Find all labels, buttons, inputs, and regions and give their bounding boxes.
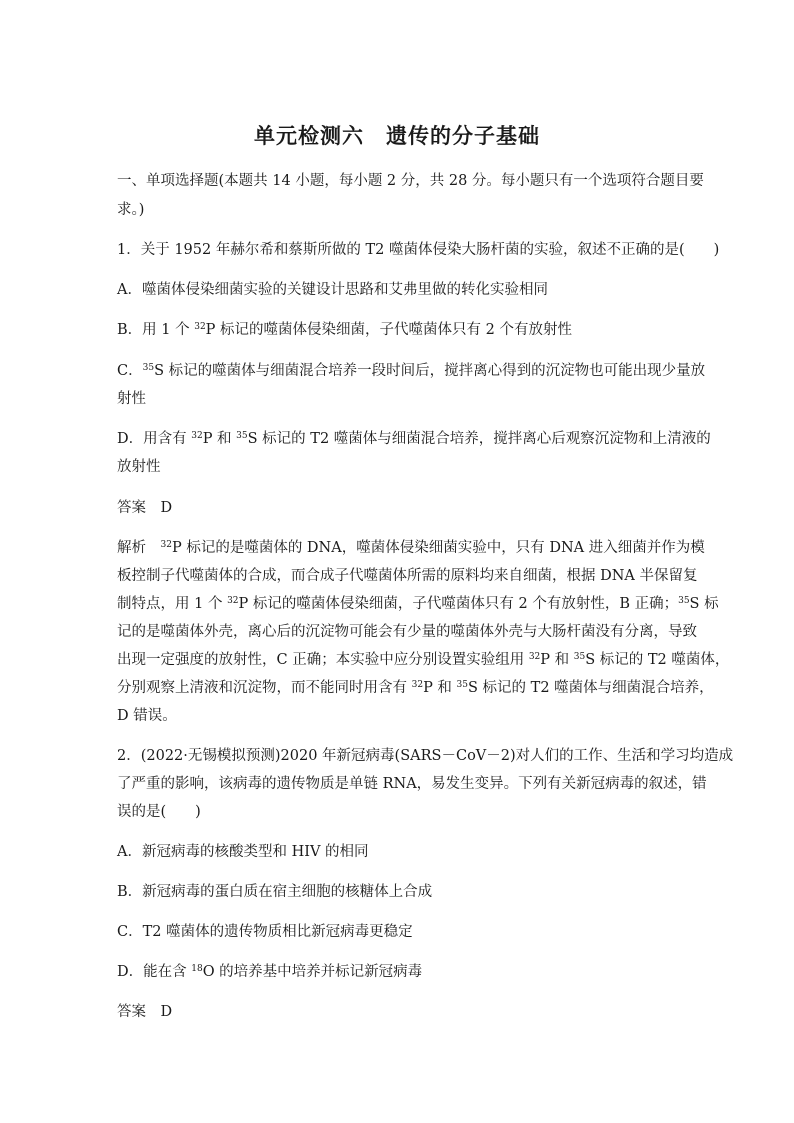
q1-option-c-cont: 射性 (117, 391, 146, 407)
q1-analysis-line2: 板控制子代噬菌体的合成，而合成子代噬菌体所需的原料均来自细菌，根据 DNA 半保留复 (117, 568, 698, 584)
page-title: 单元检测六 遗传的分子基础 (254, 124, 540, 148)
q1-option-a: A．噬菌体侵染细菌实验的关键设计思路和艾弗里做的转化实验相同 (117, 282, 548, 298)
q1-option-b: B．用 1 个 $^{32}$P 标记的噬菌体侵染细菌，子代噬菌体只有 2 个有放射性 (117, 322, 572, 338)
q2-option-c: C．T2 噬菌体的遗传物质相比新冠病毒更稳定 (117, 924, 413, 940)
q1-answer: 答案 D (117, 500, 173, 516)
q1-option-d: D．用含有 $^{32}$P 和 $^{35}$S 标记的 T2 噬菌体与细菌混合培养，搅拌离心后观察沉淀物和上清液的 (117, 431, 711, 447)
q1-stem: 1．关于 1952 年赫尔希和蔡斯所做的 T2 噬菌体侵染大肠杆菌的实验，叙述不正确的是( ) (117, 242, 720, 258)
q1-analysis-line7: D 错误。 (117, 708, 177, 724)
q1-option-d-cont: 放射性 (117, 459, 161, 475)
q1-analysis-line4: 记的是噬菌体外壳，离心后的沉淀物可能会有少量的噬菌体外壳与大肠杆菌没有分离，导致 (117, 624, 697, 640)
q2-answer: 答案 D (117, 1004, 173, 1020)
q2-option-b: B．新冠病毒的蛋白质在宿主细胞的核糖体上合成 (117, 884, 433, 900)
q2-option-d: D．能在含 $^{18}$O 的培养基中培养并标记新冠病毒 (117, 964, 423, 980)
q2-option-a: A．新冠病毒的核酸类型和 HIV 的相同 (117, 844, 369, 860)
q1-analysis-line1: 解析 $^{32}$P 标记的是噬菌体的 DNA，噬菌体侵染细菌实验中，只有 DNA 进入细菌并作为模 (117, 540, 705, 556)
q2-stem-line1: 2．(2022·无锡模拟预测)2020 年新冠病毒(SARS－CoV－2)对人们的工作、生活和学习均造成 (117, 748, 734, 764)
q1-analysis-line5: 出现一定强度的放射性，C 正确；本实验中应分别设置实验组用 $^{32}$P 和 $^{35}$S 标记的 T2 噬菌体， (117, 652, 730, 668)
q1-analysis-line6: 分别观察上清液和沉淀物，而不能同时用含有 $^{32}$P 和 $^{35}$S 标记的 T2 噬菌体与细菌混合培养， (117, 680, 714, 696)
section-heading-line1: 一、单项选择题(本题共 14 小题，每小题 2 分，共 28 分。每小题只有一个选项符合题目要 (117, 173, 704, 189)
q1-option-c: C．$^{35}$S 标记的噬菌体与细菌混合培养一段时间后，搅拌离心得到的沉淀物也可能出现少量放 (117, 363, 706, 379)
q2-stem-line3: 误的是( ) (117, 804, 201, 820)
q2-stem-line2: 了严重的影响，该病毒的遗传物质是单链 RNA，易发生变异。下列有关新冠病毒的叙述，错 (117, 776, 707, 792)
q1-analysis-line3: 制特点，用 1 个 $^{32}$P 标记的噬菌体侵染细菌，子代噬菌体只有 2 个有放射性，B 正确；$^{35}$S 标 (117, 596, 719, 612)
section-heading-line2: 求。) (117, 202, 145, 218)
